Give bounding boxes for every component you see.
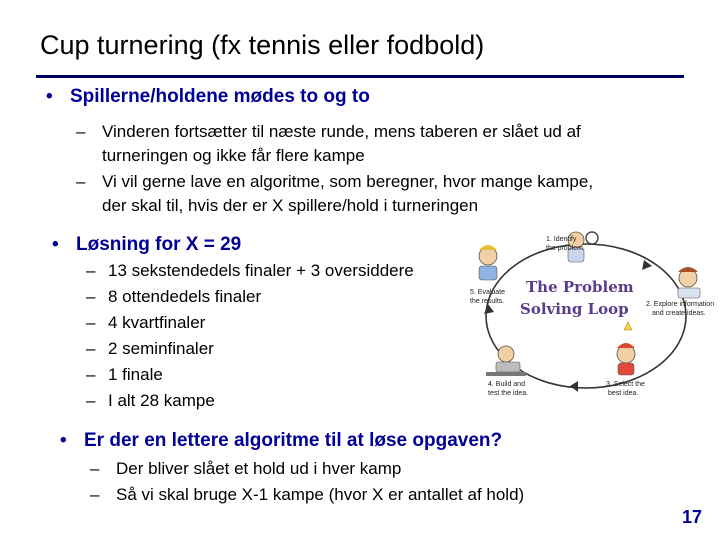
loop-step-3-label: 3. Select the bbox=[606, 381, 645, 388]
solution-item-text: 1 finale bbox=[108, 365, 163, 384]
solution-item-text: I alt 28 kampe bbox=[108, 391, 215, 410]
loop-step-2-label: and create ideas. bbox=[652, 310, 706, 317]
solution-item bbox=[86, 362, 163, 388]
loop-step-1-label: the problem. bbox=[546, 245, 585, 252]
loop-step-5-label: the results. bbox=[470, 298, 505, 305]
sub-item-text: Der bliver slået et hold ud i hver kamp bbox=[116, 459, 402, 478]
loop-title-line-2: Solving Loop bbox=[520, 300, 629, 318]
title-divider bbox=[36, 75, 684, 78]
loop-title-line-1: The Problem bbox=[526, 278, 634, 296]
dash-icon: – bbox=[86, 365, 96, 384]
bullet-text: Er der en lettere algoritme til at løse opgaven? bbox=[84, 430, 503, 451]
bullet-dot-icon: • bbox=[46, 86, 53, 107]
solution-item bbox=[86, 388, 215, 414]
solution-item-text: 8 ottendedels finaler bbox=[108, 287, 262, 306]
loop-step-4-label: 4. Build and bbox=[488, 381, 525, 388]
solution-item bbox=[86, 258, 414, 284]
figure-select-icon bbox=[617, 322, 635, 375]
sub-item-line-2: turneringen og ikke får flere kampe bbox=[102, 146, 365, 165]
sub-item-line-2: der skal til, hvis der er X spillere/hold i turneringen bbox=[102, 196, 479, 215]
solution-item-text: 13 sekstendedels finaler + 3 oversiddere bbox=[108, 261, 414, 280]
sub-item-4 bbox=[90, 483, 525, 507]
dash-icon: – bbox=[86, 313, 96, 332]
solution-item bbox=[86, 284, 262, 310]
solution-item bbox=[86, 336, 214, 362]
figure-explore-icon bbox=[678, 267, 700, 298]
page-number: 17 bbox=[681, 507, 702, 527]
bullet-dot-icon: • bbox=[52, 234, 59, 255]
sub-item-1 bbox=[76, 120, 682, 168]
bullet-dot-icon: • bbox=[60, 430, 67, 451]
sub-item-text: Så vi skal bruge X-1 kampe (hvor X er antallet af hold) bbox=[116, 485, 525, 504]
dash-icon: – bbox=[90, 485, 100, 504]
sub-item-2 bbox=[76, 170, 702, 218]
bullet-section-3 bbox=[60, 430, 503, 452]
bullet-section-2 bbox=[52, 234, 242, 256]
solution-item-text: 2 seminfinaler bbox=[108, 339, 214, 358]
sub-item-line-1: Vi vil gerne lave en algoritme, som beregner, hvor mange kampe, bbox=[102, 172, 594, 191]
bullet-text: Løsning for X = 29 bbox=[76, 234, 242, 255]
dash-icon: – bbox=[86, 391, 96, 410]
loop-arrowhead bbox=[570, 381, 578, 392]
bullet-section-1 bbox=[46, 86, 370, 108]
solution-item-text: 4 kvartfinaler bbox=[108, 313, 206, 332]
loop-step-4-label: test the idea. bbox=[488, 390, 529, 397]
dash-icon: – bbox=[86, 261, 96, 280]
dash-icon: – bbox=[90, 459, 100, 478]
loop-step-5-label: 5. Evaluate bbox=[470, 289, 506, 296]
dash-icon: – bbox=[86, 339, 96, 358]
sub-item-3 bbox=[90, 457, 402, 481]
dash-icon: – bbox=[76, 122, 86, 141]
bullet-text: Spillerne/holdene mødes to og to bbox=[70, 86, 370, 107]
figure-evaluate-icon bbox=[479, 245, 497, 280]
sub-item-line-1: Vinderen fortsætter til næste runde, mens taberen er slået ud af bbox=[102, 122, 581, 141]
loop-step-2-label: 2. Explore information bbox=[646, 301, 715, 308]
figure-build-icon bbox=[486, 346, 526, 376]
slide-title: Cup turnering (fx tennis eller fodbold) bbox=[40, 30, 485, 60]
dash-icon: – bbox=[76, 172, 86, 191]
loop-step-3-label: best idea. bbox=[608, 390, 639, 397]
dash-icon: – bbox=[86, 287, 96, 306]
loop-arrowhead bbox=[484, 304, 494, 314]
loop-step-1-label: 1. Identify bbox=[546, 236, 577, 243]
solution-item bbox=[86, 310, 206, 336]
problem-solving-loop-image bbox=[466, 226, 720, 402]
